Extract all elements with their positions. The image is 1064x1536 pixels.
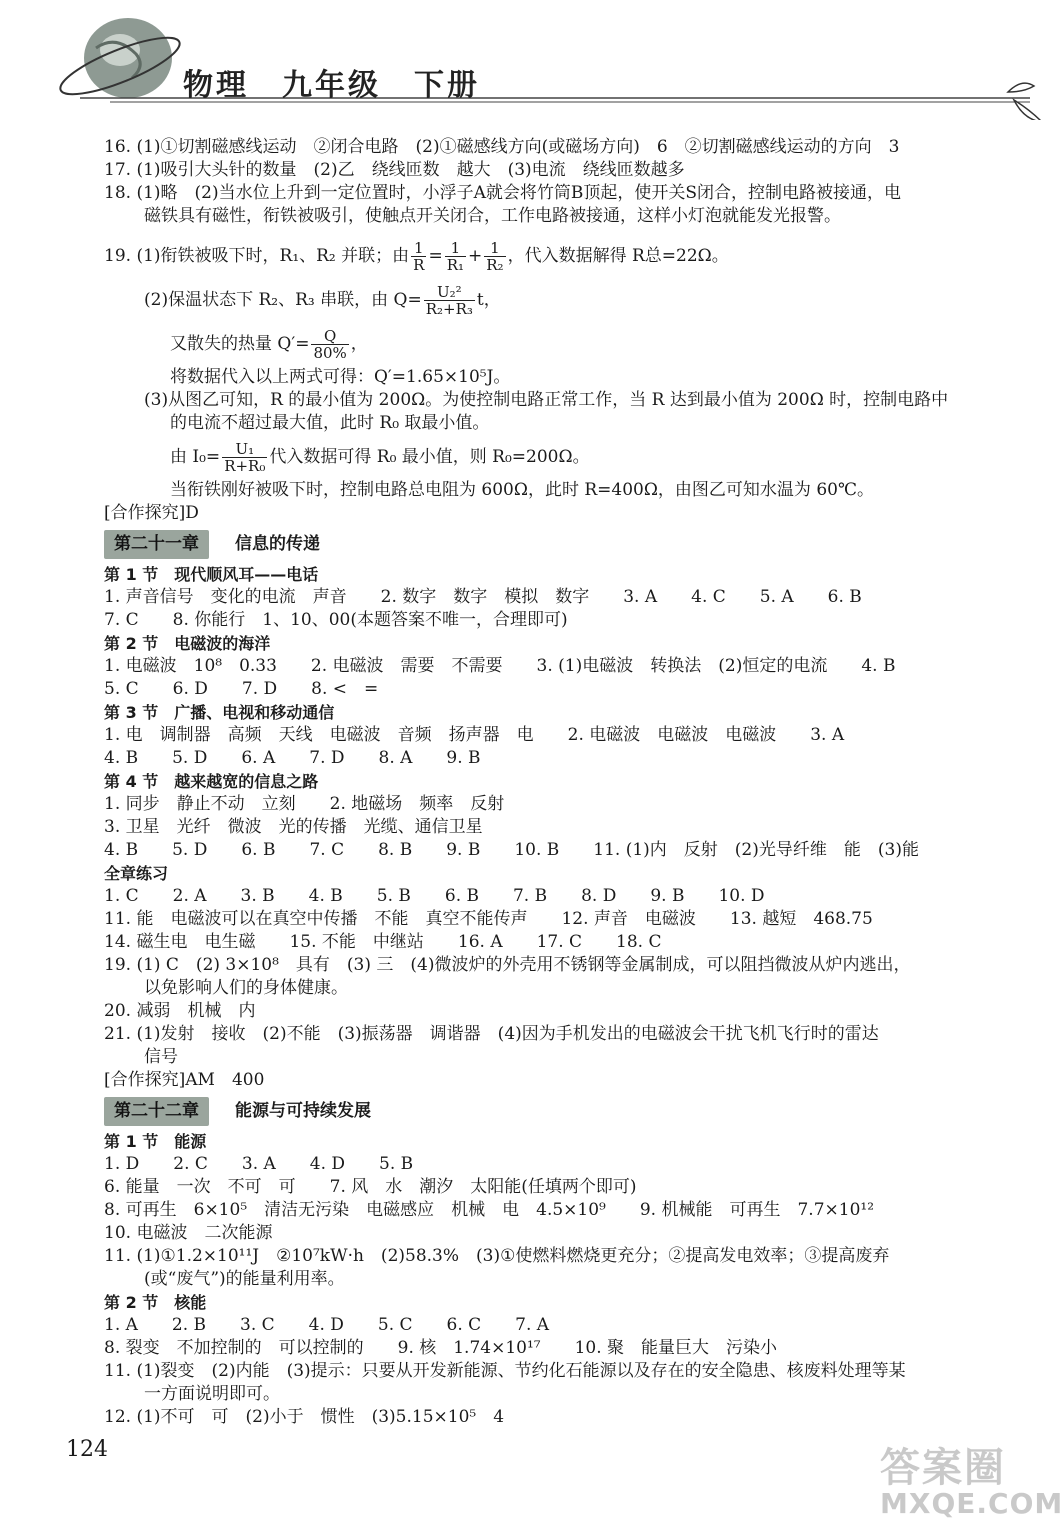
globe-logo-icon xyxy=(0,0,1064,120)
answer-line: 4. B 5. D 6. A 7. D 8. A 9. B xyxy=(104,748,481,768)
fraction: $\frac{1}{\text{R₂}}$ xyxy=(486,239,504,274)
answer-line: 1. 同步 静止不动 立刻 2. 地磁场 频率 反射 xyxy=(104,794,505,814)
answer-line: 17. (1)吸引大头针的数量 (2)乙 绕线匝数 越大 (3)电流 绕线匝数越多 xyxy=(104,160,685,180)
section-title: 第 2 节 电磁波的海洋 xyxy=(104,634,271,653)
answer-line: 4. B 5. D 6. B 7. C 8. B 9. B 10. B 11. (1)内 反射 (2)光导纤维 能 (3)能 xyxy=(104,840,919,860)
page-number: 124 xyxy=(66,1437,108,1462)
chapter-heading xyxy=(104,1096,1024,1126)
answer-line: 10. 电磁波 二次能源 xyxy=(104,1223,273,1243)
section-title: 第 1 节 能源 xyxy=(104,1132,207,1151)
answer-line: 21. (1)发射 接收 (2)不能 (3)振荡器 调谐器 (4)因为手机发出的电磁波会干扰飞机飞行时的雷达 xyxy=(104,1024,879,1044)
answer-line: 1. C 2. A 3. B 4. B 5. B 6. B 7. B 8. D 9. B 10. D xyxy=(104,886,765,906)
answer-line: 11. (1)裂变 (2)内能 (3)提示：只要从开发新能源、节约化石能源以及存在的安全隐患、核废料处理等某 xyxy=(104,1361,906,1381)
answer-line: 16. (1)①切割磁感线运动 ②闭合电路 (2)①磁感线方向(或磁场方向) 6 ②切割磁感线运动的方向 3 xyxy=(104,137,900,157)
fraction: $\frac{\text{U₂²}}{\text{R₂+R₃}}$ xyxy=(425,283,473,318)
cooperative-answer: [合作探究]AM 400 xyxy=(104,1070,265,1090)
formula-line: 又散失的热量 Q′= $\frac{Q}{80\%}$ ， xyxy=(170,327,368,362)
answer-line: 1. D 2. C 3. A 4. D 5. B xyxy=(104,1154,414,1174)
book-title: 物理 九年级 下册 xyxy=(183,68,480,103)
section-title: 第 4 节 越来越宽的信息之路 xyxy=(104,772,319,791)
answer-line: 以免影响人们的身体健康。 xyxy=(144,978,348,998)
answer-line: 11. (1)①1.2×10¹¹J ②10⁷kW·h (2)58.3% (3)①使燃料燃烧更充分；②提高发电效率；③提高废弃 xyxy=(104,1246,890,1266)
chapter-label: 第二十一章 xyxy=(104,530,209,559)
answer-line: 12. (1)不可 可 (2)小于 惯性 (3)5.15×10⁵ 4 xyxy=(104,1407,505,1427)
fraction: $\frac{1}{R}$ xyxy=(413,239,425,274)
answer-line: 1. 电磁波 10⁸ 0.33 2. 电磁波 需要 不需要 3. (1)电磁波 转换法 (2)恒定的电流 4. B xyxy=(104,656,896,676)
answer-line: 7. C 8. 你能行 1、10、00(本题答案不唯一，合理即可) xyxy=(104,610,568,630)
answer-line: 1. 声音信号 变化的电流 声音 2. 数字 数字 模拟 数字 3. A 4. C 5. A 6. B xyxy=(104,587,862,607)
answer-line: (或“废气”)的能量利用率。 xyxy=(144,1269,345,1289)
answer-line: 1. 电 调制器 高频 天线 电磁波 音频 扬声器 电 2. 电磁波 电磁波 电磁波 3. A xyxy=(104,725,845,745)
answer-line: 18. (1)略 (2)当水位上升到一定位置时，小浮子A就会将竹筒B顶起，使开关S闭合，控制电路被接通，电 xyxy=(104,183,902,203)
formula-line: 由 I₀= $\frac{\text{U₁}}{\text{R+R₀}}$ 代入数据可得 R₀ 最小值，则 R₀=200Ω。 xyxy=(170,440,590,475)
section-title: 第 1 节 现代顺风耳——电话 xyxy=(104,565,319,584)
answer-line: 的电流不超过最大值，此时 R₀ 取最小值。 xyxy=(170,413,490,433)
section-title: 第 3 节 广播、电视和移动通信 xyxy=(104,703,335,722)
answer-line: 19. (1) C (2) 3×10⁸ 具有 (3) 三 (4)微波炉的外壳用不锈钢等金属制成，可以阻挡微波从炉内逃出， xyxy=(104,955,911,975)
formula-line: (2)保温状态下 R₂、R₃ 串联，由 Q= $\frac{\text{U₂²}}{\text{R₂+R₃}}$ t， xyxy=(144,283,501,318)
formula-text: ，代入数据解得 R总=22Ω。 xyxy=(507,246,729,266)
answer-line: 6. 能量 一次 不可 可 7. 风 水 潮汐 太阳能(任填两个即可) xyxy=(104,1177,637,1197)
answer-line: 14. 磁生电 电生磁 15. 不能 中继站 16. A 17. C 18. C xyxy=(104,932,662,952)
answer-line: 8. 裂变 不加控制的 可以控制的 9. 核 1.74×10¹⁷ 10. 聚 能量巨大 污染小 xyxy=(104,1338,778,1358)
answer-line: 8. 可再生 6×10⁵ 清洁无污染 电磁感应 机械 电 4.5×10⁹ 9. 机械能 可再生 7.7×10¹² xyxy=(104,1200,875,1220)
answer-line: 3. 卫星 光纤 微波 光的传播 光缆、通信卫星 xyxy=(104,817,483,837)
fraction: $\frac{1}{\text{R₁}}$ xyxy=(446,239,465,274)
answer-line: 一方面说明即可。 xyxy=(144,1384,280,1404)
answer-line: 20. 减弱 机械 内 xyxy=(104,1001,256,1021)
section-title: 第 2 节 核能 xyxy=(104,1293,207,1312)
answer-line: 磁铁具有磁性，衔铁被吸引，使触点开关闭合，工作电路被接通，这样小灯泡就能发光报警。 xyxy=(144,206,841,226)
answer-line: 11. 能 电磁波可以在真空中传播 不能 真空不能传声 12. 声音 电磁波 13. 越短 468.75 xyxy=(104,909,873,929)
answer-line: (3)从图乙可知，R 的最小值为 200Ω。为使控制电路正常工作，当 R 达到最小值为 200Ω 时，控制电路中 xyxy=(144,390,949,410)
answer-line: 信号 xyxy=(144,1047,178,1067)
chapter-label: 第二十二章 xyxy=(104,1097,209,1126)
watermark-logo: 答案圈 MXQE.COM xyxy=(880,1445,1064,1520)
chapter-heading xyxy=(104,529,1024,559)
chapter-title: 能源与可持续发展 xyxy=(235,1100,371,1121)
answer-line: 当衔铁刚好被吸下时，控制电路总电阻为 600Ω，此时 R=400Ω，由图乙可知水温为 60℃。 xyxy=(170,480,874,500)
answer-line: 5. C 6. D 7. D 8. < = xyxy=(104,679,379,699)
answer-content xyxy=(104,136,1024,1429)
fraction: $\frac{\text{U₁}}{\text{R+R₀}}$ xyxy=(224,440,266,475)
cooperative-answer: [合作探究]D xyxy=(104,503,199,523)
chapter-title: 信息的传递 xyxy=(235,533,320,554)
fraction: $\frac{Q}{80\%}$ xyxy=(313,327,347,362)
answer-line: 1. A 2. B 3. C 4. D 5. C 6. C 7. A xyxy=(104,1315,550,1335)
answer-line: 将数据代入以上两式可得：Q′=1.65×10⁵J。 xyxy=(170,367,511,387)
section-title: 全章练习 xyxy=(104,864,169,883)
formula-text: 19. (1)衔铁被吸下时，R₁、R₂ 并联；由 xyxy=(104,246,410,266)
page-header xyxy=(0,0,1064,120)
formula-line: 19. (1)衔铁被吸下时，R₁、R₂ 并联；由 $\frac{1}{R}$ = $\frac{1}{\text{R₁}}$ + $\frac{1}{\text{R₂}}$ ，代入数据解得 R总=22Ω。 xyxy=(104,239,729,274)
